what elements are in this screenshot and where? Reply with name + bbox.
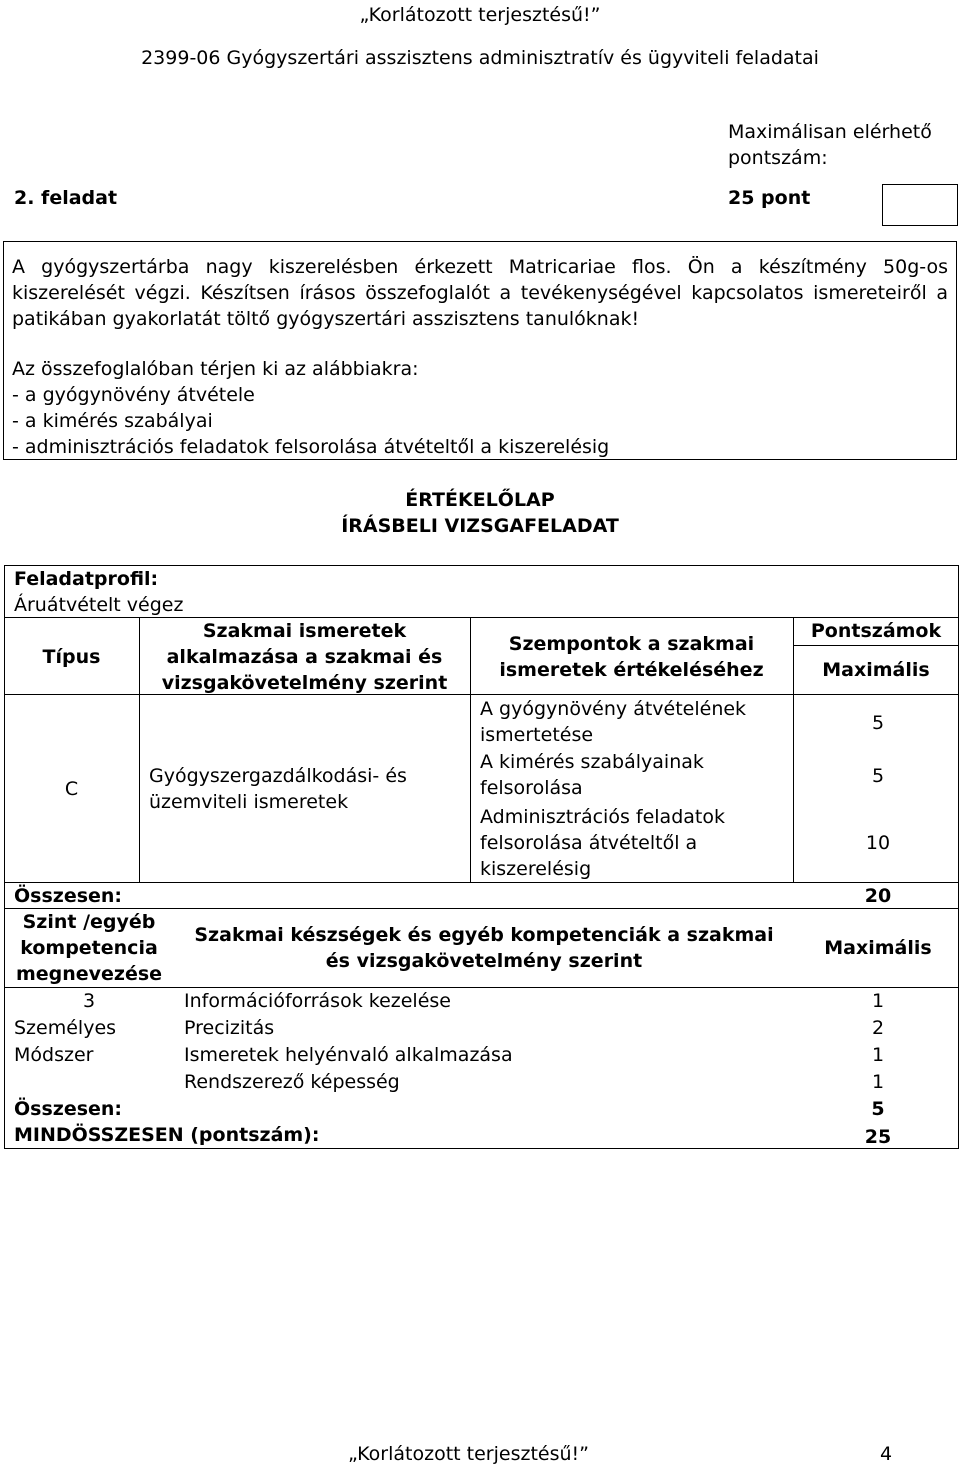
module-title: 2399-06 Gyógyszertári asszisztens adminisztratív és ügyviteli feladatai	[141, 47, 819, 69]
col-header-knowledge: vizsgakövetelmény szerint	[161, 672, 448, 694]
criterion-max: 5	[871, 712, 885, 734]
sheet-subtitle: ÍRÁSBELI VIZSGAFELADAT	[341, 515, 619, 537]
col-header-knowledge: Szakmai ismeretek	[202, 620, 407, 642]
task-line: - a kimérés szabályai	[12, 410, 213, 432]
restricted-footer: „Korlátozott terjesztésű!”	[348, 1443, 589, 1465]
task-points: 25 pont	[728, 187, 811, 209]
col-header-criteria: Szempontok a szakmai	[508, 633, 755, 655]
criterion-text: felsorolása	[480, 777, 583, 799]
skills-header-level: megnevezése	[15, 963, 163, 985]
criterion-max: 5	[871, 765, 885, 787]
task-number: 2. feladat	[14, 187, 118, 209]
skill-level: 3	[82, 990, 96, 1012]
subtotal-value: 20	[864, 885, 892, 907]
grand-total-value: 25	[864, 1126, 892, 1148]
skill-name: Precizitás	[184, 1017, 275, 1039]
skills-total-value: 5	[871, 1098, 885, 1120]
grand-total-label: MINDÖSSZESEN (pontszám):	[14, 1124, 320, 1146]
skills-header-name: Szakmai készségek és egyéb kompetenciák a szakmai	[194, 924, 774, 946]
task-line: Az összefoglalóban térjen ki az alábbiakra:	[12, 358, 419, 380]
task-line: kiszerelését végzi. Készítsen írásos összefoglalót a tevékenységével kapcsolatos ismereteiről a	[12, 282, 948, 304]
criterion-text: felsorolása átvételtől a	[480, 832, 698, 854]
criterion-text: ismertetése	[480, 724, 594, 746]
task-line: - adminisztrációs feladatok felsorolása átvételtől a kiszerelésig	[12, 436, 610, 458]
knowledge-value: Gyógyszergazdálkodási- és	[149, 765, 407, 787]
score-box	[882, 184, 958, 226]
criterion-text: Adminisztrációs feladatok	[480, 806, 725, 828]
type-value: C	[64, 778, 79, 800]
task-line: patikában gyakorlatát töltő gyógyszertári asszisztens tanulóknak!	[12, 308, 640, 330]
subtotal-label: Összesen:	[14, 885, 123, 907]
profile-label: Feladatprofil:	[14, 568, 159, 590]
profile-value: Áruátvételt végez	[14, 594, 184, 616]
skills-header-name: és vizsgakövetelmény szerint	[325, 950, 643, 972]
criterion-text: A gyógynövény átvételének	[480, 698, 747, 720]
skill-max: 1	[871, 1071, 885, 1093]
col-header-criteria: ismeretek értékeléséhez	[499, 659, 764, 681]
skills-header-level: Szint /egyéb	[22, 911, 156, 933]
skill-max: 2	[871, 1017, 885, 1039]
skill-name: Ismeretek helyénvaló alkalmazása	[184, 1044, 513, 1066]
col-header-knowledge: alkalmazása a szakmai és	[166, 646, 443, 668]
task-line: - a gyógynövény átvétele	[12, 384, 255, 406]
skill-name: Rendszerező képesség	[184, 1071, 400, 1093]
task-line: A gyógyszertárba nagy kiszerelésben érkezett Matricariae flos. Ön a készítmény 50g-os	[12, 256, 948, 278]
max-points-label-2: pontszám:	[728, 147, 828, 169]
sheet-title: ÉRTÉKELŐLAP	[405, 489, 555, 511]
skill-level: Módszer	[14, 1044, 94, 1066]
col-header-points: Pontszámok	[810, 620, 942, 642]
criterion-text: A kimérés szabályainak	[480, 751, 704, 773]
page-number: 4	[880, 1443, 893, 1465]
skill-name: Információforrások kezelése	[184, 990, 451, 1012]
criterion-text: kiszerelésig	[480, 858, 592, 880]
skill-max: 1	[871, 990, 885, 1012]
col-header-type: Típus	[42, 646, 101, 668]
skill-max: 1	[871, 1044, 885, 1066]
skills-total-label: Összesen:	[14, 1098, 123, 1120]
max-points-label-1: Maximálisan elérhető	[728, 121, 932, 143]
restricted-header: „Korlátozott terjesztésű!”	[359, 4, 601, 26]
knowledge-value: üzemviteli ismeretek	[149, 791, 349, 813]
skills-header-max: Maximális	[824, 937, 932, 959]
skills-header-level: kompetencia	[20, 937, 158, 959]
col-header-max: Maximális	[822, 659, 930, 681]
criterion-max: 10	[865, 832, 891, 854]
skill-level: Személyes	[14, 1017, 117, 1039]
